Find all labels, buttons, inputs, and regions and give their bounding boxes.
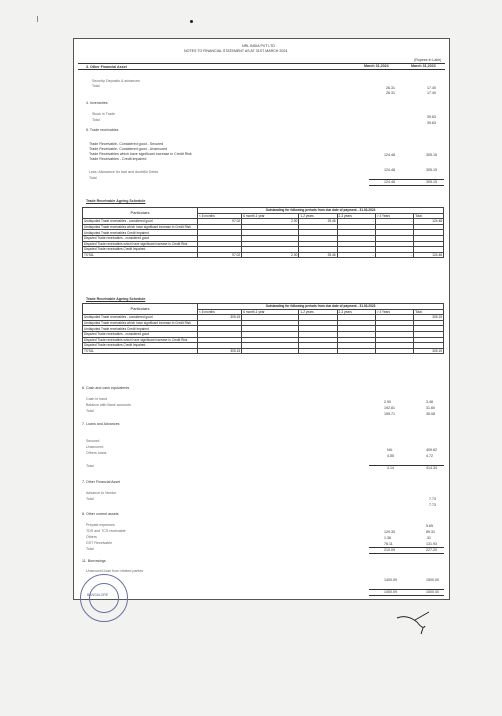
note-7-value: 409.62 [426,448,437,452]
column-2024: March 31,2024 [364,64,389,68]
divider [369,185,444,186]
note-5-value: 124.48 [384,180,395,184]
note-4-row: Stock in Trade [92,112,115,116]
table-cell: 124.48 [414,219,444,225]
note-9-value: 5.65 [426,524,433,528]
divider [369,547,444,548]
ageing-2024-table [82,207,444,258]
table-cell: 25.46 [299,252,337,258]
table-header: < 6 months [198,213,242,219]
table-cell-label: TOTAL [83,348,198,354]
table-header: 2-3 years [337,309,375,315]
note-9-value: 129.30 [384,530,395,534]
divider [369,465,444,466]
table-cell [375,348,413,354]
note-4-value: 39.63 [427,121,436,125]
note-7-value: NIL [387,448,393,452]
note-9-value: 89.31 [426,530,435,534]
company-seal [80,574,128,622]
table-header: Total [414,309,444,315]
note-3-row: Security Deposits & advances [92,79,140,83]
note-7-title: 7. Loans and Advances [82,422,120,426]
note-3-value: 17.40 [427,91,436,95]
table-header: Total [414,213,444,219]
note-9-value: .31 [426,536,431,540]
note-8-total-label: Total [86,497,94,501]
table-row [83,252,444,258]
note-5-row: Less: Allowance for bad and doubtful Debts [89,170,159,174]
table-cell-label: Disputed Trade receivables - considered good [83,331,198,337]
table-cell: 124.48 [414,252,444,258]
table-header: Particulars [83,208,198,219]
note-6-value: 35.08 [426,412,435,416]
document-subtitle: NOTES TO FINANCIAL STATEMENT AS AT 31ST MARCH 2024 [184,49,288,53]
table-cell-label: Undisputed Trade receivables - considered good [83,219,198,225]
table-cell: 305.15 [414,348,444,354]
note-7-total-label: Total [86,464,94,468]
table-cell: 97.02 [198,219,242,225]
table-header: 2-3 years [337,213,375,219]
note-7-value: 414.34 [426,466,437,470]
note-10-title: 11. Borrowings [82,559,106,563]
note-5-row: Trade Receivable- Considered good - Secured [89,142,164,146]
note-9-row: GST Receivable [86,541,113,545]
table-row [83,348,444,354]
note-6-value: 192.81 [384,406,395,410]
note-5-row: Trade Receivables - Credit impaired [89,157,147,161]
ageing-2023-title: Trade Receivable Ageing Schedule [86,297,146,301]
company-name: NRL INDIA PVT LTD [242,44,275,48]
table-header: < 6 months [198,309,242,315]
document-page [73,38,450,600]
note-5-title: 5. Trade receivables [86,128,119,132]
note-4-title: 4. Inventories [86,101,108,105]
note-9-value: 1.36 [384,536,391,540]
note-9-title: 8. Other current assets [82,512,119,516]
note-3-title: 3. Other Financial Asset [86,65,127,69]
note-9-row: Prepaid expenses [86,523,115,527]
table-cell-label: Disputed Trade receivables - considered good [83,235,198,241]
note-5-value: 124.48 [384,153,395,157]
table-cell-label: Undisputed Trade receivables Credit Impaired [83,230,198,236]
note-7-value: 4.55 [387,454,394,458]
table-cell: 25.46 [299,219,337,225]
note-6-total-label: Total [86,409,94,413]
divider [369,179,444,180]
table-header: Particulars [83,304,198,315]
table-cell-label: Disputed Trade receivables which have significant increase in Credit Risk [83,337,198,343]
speck [190,20,193,23]
divider [78,69,445,70]
table-cell-label: Undisputed Trade receivables - considered good [83,315,198,321]
note-6-title: 6. Cash and cash equivalents [82,386,130,390]
divider [369,589,444,590]
note-7-row: Unsecured [86,445,104,449]
note-9-row: TDS and TCS receivable [86,529,126,533]
note-7-value: 4.72 [426,454,433,458]
table-cell: - [375,252,413,258]
note-10-value: 1400.09 [384,578,397,582]
divider [369,553,444,554]
column-2023: March 31,2023 [411,64,436,68]
note-3-value: 17.40 [427,86,436,90]
note-3-value: 26.31 [386,86,395,90]
note-9-value: 78.11 [384,542,393,546]
note-4-total-label: Total [92,118,100,122]
note-5-row: Trade Receivable- Considered good - Unsecured [89,147,168,151]
table-header: 1-2 years [299,309,337,315]
note-3-value: 26.31 [386,91,395,95]
seal-inner-ring [89,583,119,613]
note-9-value: 227.20 [426,548,437,552]
note-6-value: 31.60 [426,406,435,410]
note-4-value: 39.63 [427,115,436,119]
table-cell-label: TOTAL [83,252,198,258]
table-cell-label: Disputed Trade receivables Credit Impaired [83,247,198,253]
note-5-row: Trade Receivables which have significant increase in Credit Risk [89,152,192,156]
note-6-row: Cash in hand [86,397,108,401]
table-cell: 2.00 [242,219,299,225]
table-cell: 2.00 [242,252,299,258]
table-header: > 3 Years [375,309,413,315]
table-cell-label: Disputed Trade receivables which have significant increase in Credit Risk [83,241,198,247]
table-header: 1-2 years [299,213,337,219]
table-cell: - [375,219,413,225]
unit-label: (Rupees in Lakh) [414,58,442,62]
table-header: 6 month-1 year [242,213,299,219]
table-cell: 97.02 [198,252,242,258]
note-10-row: Unsecured loan from related parties [86,569,144,573]
note-5-total-label: Total [89,176,97,180]
note-10-value: 1500.00 [426,590,439,594]
table-cell: 305.15 [198,348,242,354]
note-6-value: 3.48 [426,400,433,404]
table-cell-label: Undisputed Trade receivables Credit Impaired [83,326,198,332]
note-5-value: 305.15 [426,168,437,172]
table-cell-label: Disputed Trade receivables Credit Impaired [83,343,198,349]
note-6-row: Balance with Bank accounts [86,403,131,407]
note-10-value: 1500.00 [426,578,439,582]
note-9-total-label: Total [86,547,94,551]
note-9-value: 210.09 [384,548,395,552]
table-header: > 3 Years [375,213,413,219]
note-7-row: Secured [86,439,100,443]
note-5-value: 305.15 [426,180,437,184]
note-9-value: 131.93 [426,542,437,546]
table-cell [337,348,375,354]
divider [78,63,445,64]
note-7-row: Others loans [86,451,107,455]
ageing-2023-table [82,303,444,354]
note-7-value: 4.14 [387,466,394,470]
table-header: 6 month-1 year [242,309,299,315]
note-3-total-label: Total [92,84,100,88]
note-8-value: 7.73 [429,497,436,501]
note-6-value: 2.90 [384,400,391,404]
table-cell [242,348,299,354]
table-cell [299,348,337,354]
table-cell: 305.15 [198,315,242,321]
note-8-value: 7.73 [429,503,436,507]
speck [37,16,38,22]
table-cell-label: Undisputed Trade receivables which have significant increase in Credit Risk [83,224,198,230]
note-5-value: 124.48 [384,168,395,172]
note-6-value: 195.71 [384,412,395,416]
table-header: Outstanding for following periods from due date of payment - 31.03.2023 [198,304,444,310]
divider [369,595,444,596]
table-cell: - [337,252,375,258]
table-cell-label: Undisputed Trade receivables which have significant increase in Credit Risk [83,320,198,326]
note-8-row: Advance to Vendor [86,491,117,495]
note-5-value: 305.15 [426,153,437,157]
note-10-value: 1400.09 [384,590,397,594]
note-8-title: 7. Other Financial Asset [82,480,121,484]
table-cell: 305.15 [414,315,444,321]
note-9-row: Others [86,535,97,539]
seal-text: BANGALORE [87,593,109,597]
ageing-2024-title: Trade Receivable Ageing Schedule [86,199,146,203]
table-header: Outstanding for following periods from due date of payment - 31.03.2024 [198,208,444,214]
signature-mark [395,608,435,636]
table-cell: - [337,219,375,225]
